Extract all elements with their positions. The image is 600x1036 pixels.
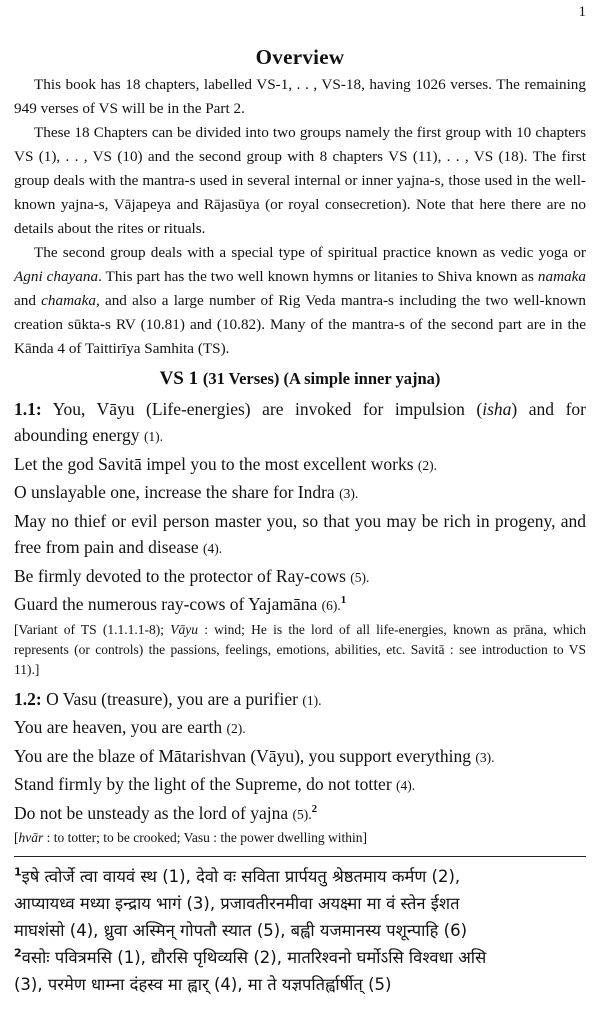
verse-label: 1.1: bbox=[14, 398, 42, 419]
note-text: : wind; He is the lord of all life-energies, known as prāna, which represents (or controls) the passions, feelings, emotions, abilities, etc. Savitā : see introduction to VS 11).] bbox=[14, 621, 586, 677]
sanskrit-line bbox=[14, 944, 586, 971]
verse-text: Guard the numerous ray-cows of Yajamāna bbox=[14, 594, 322, 615]
verse-number: (3). bbox=[339, 486, 359, 502]
verse-number: (1). bbox=[302, 692, 322, 708]
verse-text: You are the blaze of Mātarishvan (Vāyu), you support everything bbox=[14, 745, 476, 766]
verse-number: (4). bbox=[396, 778, 416, 794]
verse-number: (4). bbox=[203, 541, 223, 557]
verse-text: Let the god Savitā impel you to the most excellent works bbox=[14, 453, 418, 474]
verse-line bbox=[14, 591, 586, 620]
p3-text-b: . This part has the two well known hymns or litanies to Shiva known as bbox=[98, 268, 538, 286]
verse-text: Be firmly devoted to the protector of Ray-cows bbox=[14, 565, 351, 586]
footnote-number: 1 bbox=[14, 865, 22, 879]
footnote-marker: 1 bbox=[340, 594, 347, 607]
verse-text: May no thief or evil person master you, so that you may be rich in progeny, and free from pain and disease bbox=[14, 510, 586, 558]
chapter-heading bbox=[14, 367, 586, 392]
verse-line bbox=[14, 714, 586, 743]
footnote-divider bbox=[14, 856, 586, 857]
verse-1-2 bbox=[14, 686, 586, 829]
p3-emphasis-agni-chayana: Agni chayana bbox=[14, 268, 99, 286]
page-number: 1 bbox=[578, 4, 586, 20]
sanskrit-line: आप्यायध्व मध्या इन्द्राय भागं (3), प्रजावतीरनमीवा अयक्ष्मा मा वं स्तेन ईशत bbox=[14, 894, 460, 914]
verse-line bbox=[14, 563, 586, 592]
footnote-number: 2 bbox=[14, 946, 22, 960]
verse-line bbox=[14, 771, 586, 800]
sanskrit-line: माघशंसो (4), ध्रुवा अस्मिन् गोपतौ स्यात (5), बह्वी यजमानस्य पशून्पाहि (6) bbox=[14, 921, 468, 941]
verse-label: 1.2: bbox=[14, 688, 42, 709]
chapter-title: VS 1 bbox=[159, 368, 199, 390]
sanskrit-line bbox=[14, 863, 586, 890]
verse-1-1 bbox=[14, 396, 586, 620]
p3-emphasis-chamaka: chamaka, bbox=[41, 292, 100, 310]
overview-paragraph-3 bbox=[14, 241, 586, 361]
verse-line bbox=[14, 396, 586, 451]
note-emphasis: hvār bbox=[18, 830, 44, 846]
verse-note bbox=[14, 828, 586, 848]
verse-line bbox=[14, 686, 586, 715]
verse-number: (5). bbox=[292, 806, 312, 822]
overview-heading: Overview bbox=[255, 45, 345, 69]
sanskrit-line: (3), परमेण धाम्ना दंहस्व मा ह्वार् (4), मा ते यज्ञपतिर्ह्वार्षीत् (5) bbox=[14, 975, 392, 995]
note-text: : to totter; to be crooked; Vasu : the power dwelling within] bbox=[43, 830, 367, 846]
verse-line bbox=[14, 743, 586, 772]
sanskrit-footnotes bbox=[14, 863, 586, 998]
p3-text-a: The second group deals with a special type of spiritual practice known as vedic yoga or bbox=[34, 244, 586, 262]
verse-text: Do not be unsteady as the lord of yajna bbox=[14, 802, 293, 823]
verse-text: You are heaven, you are earth bbox=[14, 717, 227, 738]
p3-text-d: and also a large number of Rig Veda mantra-s including the two well-known creation sūkta-s RV (10.81) and (10.82). Many of the mantra-s of the second part are in the Kānda 4 of Taittirīya Samhita (TS). bbox=[14, 292, 587, 358]
p3-text-c: and bbox=[14, 292, 42, 310]
verse-text: ) and for abounding energy bbox=[14, 398, 586, 446]
overview-paragraph-2: These 18 Chapters can be divided into two groups namely the first group with 10 chapters VS (1), . . , VS (10) and the second group with 8 chapters VS (11), . . , VS (18). The first group deals with the mantra-s used in several internal or inner yajna-s, those used in the well-known yajna-s, Vājapeya and Rājasūya (or royal consecretion). Note that here there are no details about the rites or rituals. bbox=[14, 124, 586, 238]
p3-emphasis-namaka: namaka bbox=[537, 268, 586, 286]
verse-number: (2). bbox=[226, 721, 246, 737]
verse-text: Stand firmly by the light of the Supreme, do not totter bbox=[14, 774, 397, 795]
sanskrit-text: इषे त्वोर्जे त्वा वायवं स्थ (1), देवो वः सविता प्रार्पयतु श्रेष्ठतमाय कर्मण (2), bbox=[21, 867, 461, 887]
verse-text: O Vasu (treasure), you are a purifier bbox=[41, 688, 303, 709]
verse-number: (1). bbox=[143, 429, 164, 445]
sanskrit-text: वसोः पवित्रमसि (1), द्यौरसि पृथिव्यसि (2), मातरिश्वनो घर्मोऽसि विश्वधा असि bbox=[21, 948, 487, 968]
verse-number: (2). bbox=[417, 457, 438, 473]
note-emphasis: Vāyu bbox=[170, 621, 198, 637]
verse-text: O unslayable one, increase the share for Indra bbox=[14, 482, 340, 503]
verse-line bbox=[14, 451, 586, 480]
footnote-marker: 2 bbox=[311, 802, 318, 815]
overview-section bbox=[14, 73, 586, 361]
verse-text: You, Vāyu (Life-energies) are invoked for impulsion ( bbox=[41, 398, 483, 419]
verse-emphasis: isha bbox=[482, 398, 512, 419]
verse-line bbox=[14, 479, 586, 508]
chapter-subtitle: (31 Verses) (A simple inner yajna) bbox=[202, 369, 441, 389]
verse-note bbox=[14, 620, 586, 680]
verse-line bbox=[14, 508, 586, 563]
verse-line bbox=[14, 800, 586, 829]
verse-number: (5). bbox=[350, 569, 370, 585]
overview-paragraph-1: This book has 18 chapters, labelled VS-1, . . , VS-18, having 1026 verses. The remaining 949 verses of VS will be in the Part 2. bbox=[14, 76, 586, 118]
verse-number: (6). bbox=[321, 598, 341, 614]
note-text: [ bbox=[14, 830, 19, 846]
note-text: [Variant of TS (1.1.1.1-8); bbox=[14, 621, 171, 637]
verse-number: (3). bbox=[475, 749, 495, 765]
